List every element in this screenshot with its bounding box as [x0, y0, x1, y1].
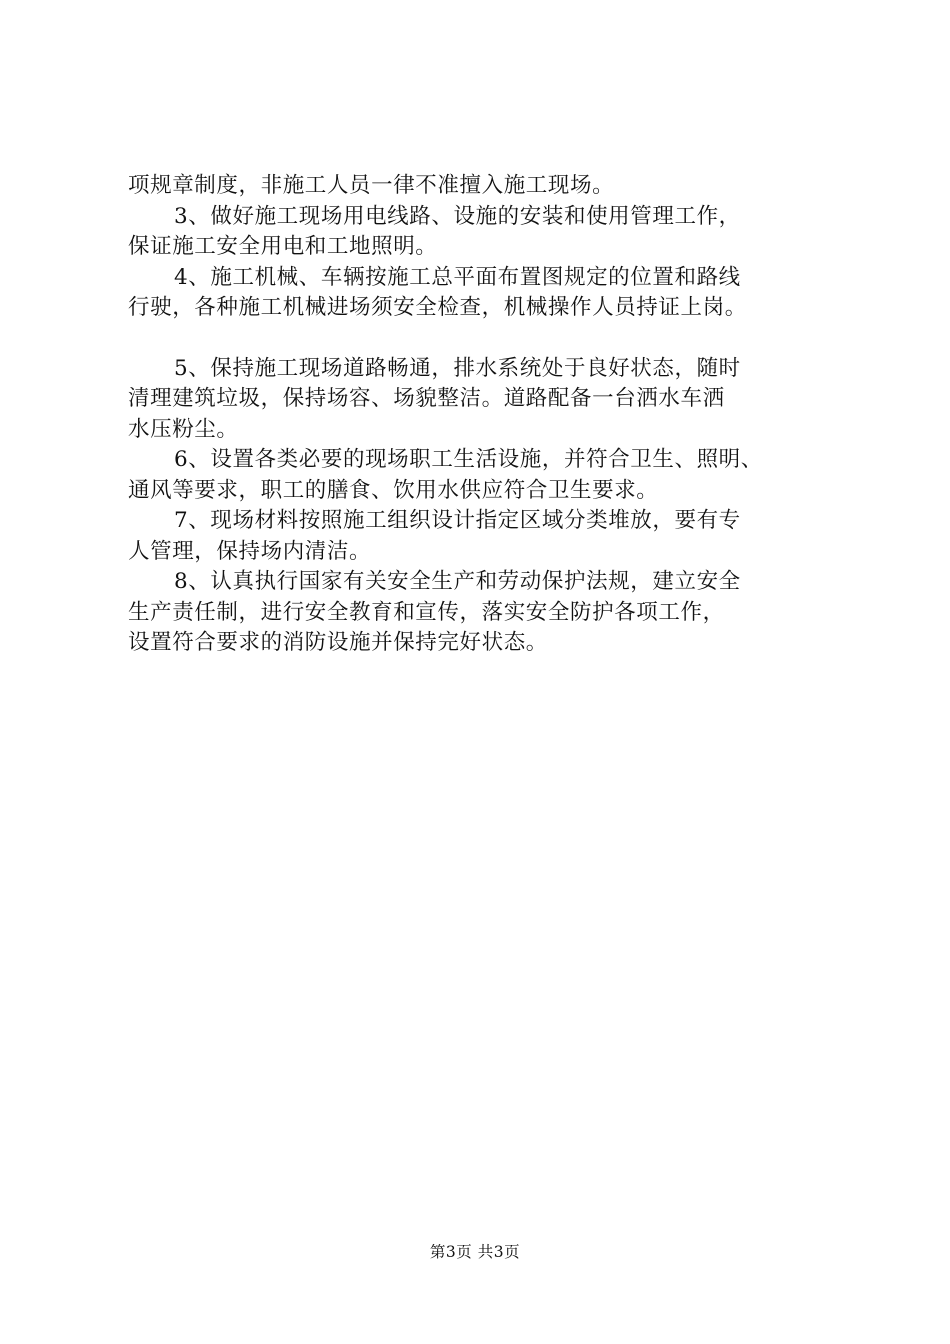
list-item-8-line: 设置符合要求的消防设施并保持完好状态。	[128, 630, 548, 655]
page-number-footer: 第3页 共3页	[429, 1243, 521, 1261]
list-item-4-line: 行驶，各种施工机械进场须安全检查，机械操作人员持证上岗。	[128, 295, 747, 320]
list-item-6-line: 6、设置各类必要的现场职工生活设施，并符合卫生、照明、	[174, 447, 763, 472]
list-item-8-line: 生产责任制，进行安全教育和宣传，落实安全防护各项工作，	[128, 599, 725, 625]
list-item-6-line: 通风等要求，职工的膳食、饮用水供应符合卫生要求。	[128, 477, 659, 503]
list-item-5-line: 清理建筑垃圾，保持场容、场貌整洁。道路配备一台洒水车洒	[128, 386, 725, 411]
list-item-4-line: 4、施工机械、车辆按施工总平面布置图规定的位置和路线	[174, 264, 741, 290]
list-item-7-line: 人管理，保持场内清洁。	[128, 538, 372, 564]
text-line: 项规章制度，非施工人员一律不准擅入施工现场。	[128, 173, 615, 198]
list-item-7-line: 7、现场材料按照施工组织设计指定区域分类堆放，要有专	[174, 508, 741, 533]
list-item-5-line: 5、保持施工现场道路畅通，排水系统处于良好状态，随时	[174, 355, 741, 381]
list-item-3-line: 保证施工安全用电和工地照明。	[128, 234, 438, 259]
list-item-8-line: 8、认真执行国家有关安全生产和劳动保护法规，建立安全	[174, 569, 741, 594]
document-body	[128, 171, 858, 659]
list-item-5-line: 水压粉尘。	[128, 416, 239, 442]
list-item-3-line: 3、做好施工现场用电线路、设施的安装和使用管理工作，	[174, 203, 741, 229]
